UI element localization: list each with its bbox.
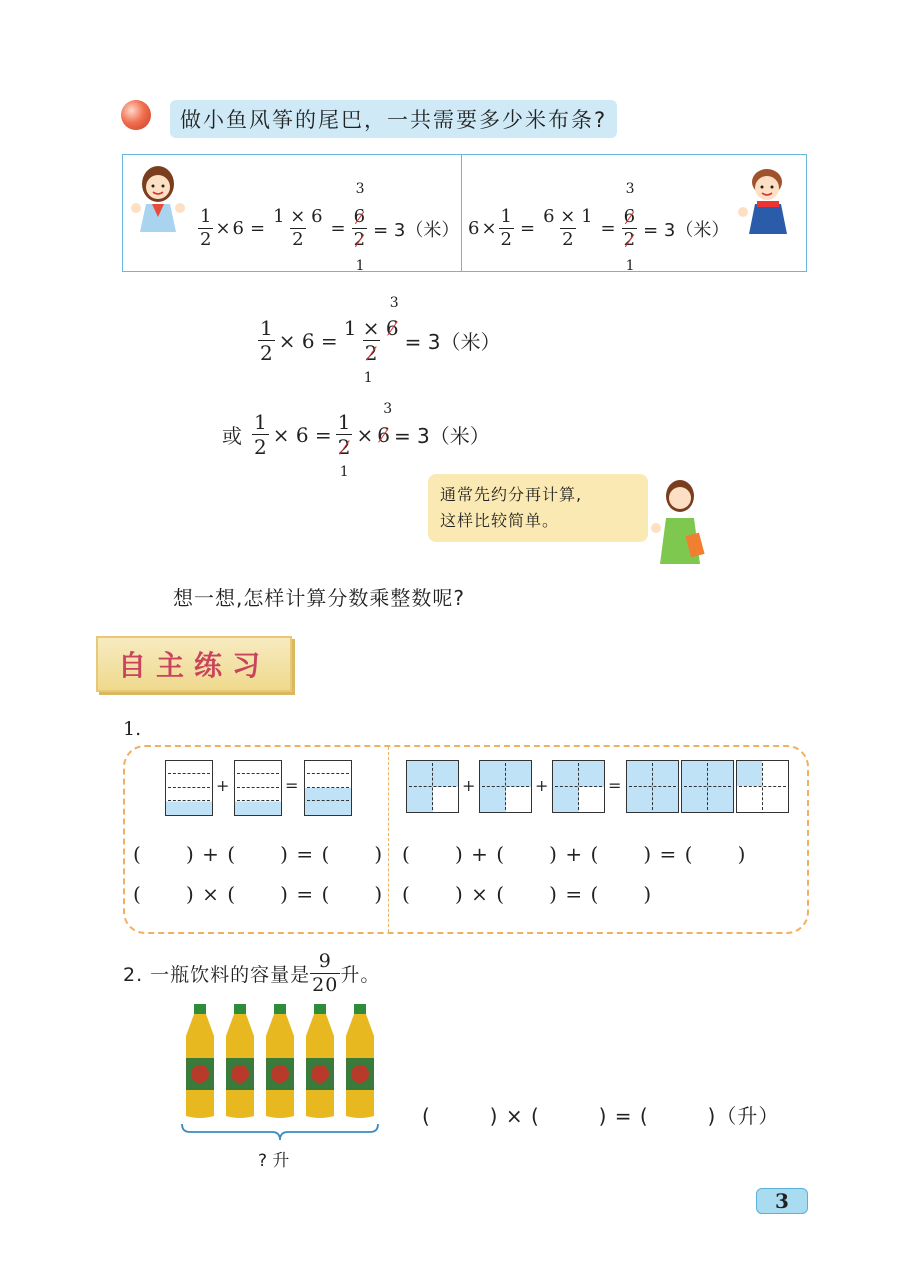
page-number: 3	[756, 1188, 808, 1214]
equals-sign: =	[608, 776, 622, 795]
fraction: $\frac{1}{2}$	[500, 206, 512, 250]
teacher-icon	[636, 476, 710, 564]
left-add-blanks[interactable]: ( ) + ( ) = ( )	[133, 842, 384, 866]
fraction: $\frac{1}{2}$	[254, 410, 267, 459]
right-add-blanks[interactable]: ( ) + ( ) + ( ) = ( )	[402, 842, 747, 866]
bottle-icon	[262, 1002, 298, 1120]
cancel-fraction: 3 6 2 1	[623, 181, 636, 274]
question-title: 做小鱼风筝的尾巴，一共需要多少米布条?	[170, 100, 617, 138]
bottle-icon	[302, 1002, 338, 1120]
fraction-square	[552, 760, 605, 813]
fraction-square	[681, 760, 734, 813]
q2-text: 2. 一瓶饮料的容量是 $\frac{9}{20}$ 升。	[123, 950, 381, 996]
fraction-square	[626, 760, 679, 813]
cancel-fraction: 1 2 1	[337, 410, 351, 480]
q2-answer-blanks[interactable]: ( ) × ( ) = ( )（升）	[422, 1104, 780, 1128]
divider	[461, 155, 462, 271]
girl-icon	[128, 162, 188, 232]
method-one: $\frac{1}{2}$ × 6 = 3 1 × 6 2 1 = 3（米）	[260, 295, 501, 386]
right-solution: 6 × $\frac{1}{2}$ = $\frac{6 \times 1}{2}$ = 3 6 2 1 = 3（米）	[468, 181, 730, 274]
brace-icon	[180, 1122, 380, 1142]
left-solution: $\frac{1}{2}$ × 6 = $\frac{1 \times 6}{2}$ = 3 6 2 1 = 3（米）	[200, 181, 460, 274]
fraction-rect	[165, 760, 213, 816]
bottle-icon	[342, 1002, 378, 1120]
think-prompt: 想一想,怎样计算分数乘整数呢?	[173, 586, 465, 610]
bottle-group	[180, 1002, 380, 1122]
plus-sign: +	[462, 776, 476, 795]
bubble-line: 通常先约分再计算,	[440, 485, 583, 504]
boy-icon	[735, 164, 795, 234]
left-mul-blanks[interactable]: ( ) × ( ) = ( )	[133, 882, 384, 906]
divider	[388, 747, 389, 932]
title-ball-icon	[121, 100, 151, 130]
fraction-square	[736, 760, 789, 813]
bottle-icon	[182, 1002, 218, 1120]
right-mul-blanks[interactable]: ( ) × ( ) = ( )	[402, 882, 653, 906]
fraction-square	[479, 760, 532, 813]
method-two: 或 $\frac{1}{2}$ × 6 = 1 2 1 × 3 6 = 3（米）	[222, 400, 490, 480]
fraction: $\frac{9}{20}$	[312, 950, 339, 996]
plus-sign: +	[535, 776, 549, 795]
fraction-rect	[304, 760, 352, 816]
bottle-icon	[222, 1002, 258, 1120]
q1-label: 1.	[123, 718, 142, 740]
fraction: $\frac{1 \times 6}{2}$	[273, 206, 323, 250]
brace-label: ? 升	[258, 1151, 290, 1171]
bubble-line: 这样比较简单。	[440, 511, 560, 530]
cancel-fraction: 3 1 × 6 2 1	[343, 295, 399, 386]
equals-sign: =	[285, 776, 299, 795]
plus-sign: +	[216, 776, 230, 795]
fraction: $\frac{1}{2}$	[260, 316, 273, 365]
fraction-rect	[234, 760, 282, 816]
speech-bubble	[428, 474, 648, 542]
fraction: $\frac{6 \times 1}{2}$	[543, 206, 593, 250]
fraction: $\frac{1}{2}$	[200, 206, 212, 250]
fraction-square	[406, 760, 459, 813]
cancel-fraction: 3 6 2 1	[353, 181, 366, 274]
section-title: 自主练习	[96, 636, 292, 692]
